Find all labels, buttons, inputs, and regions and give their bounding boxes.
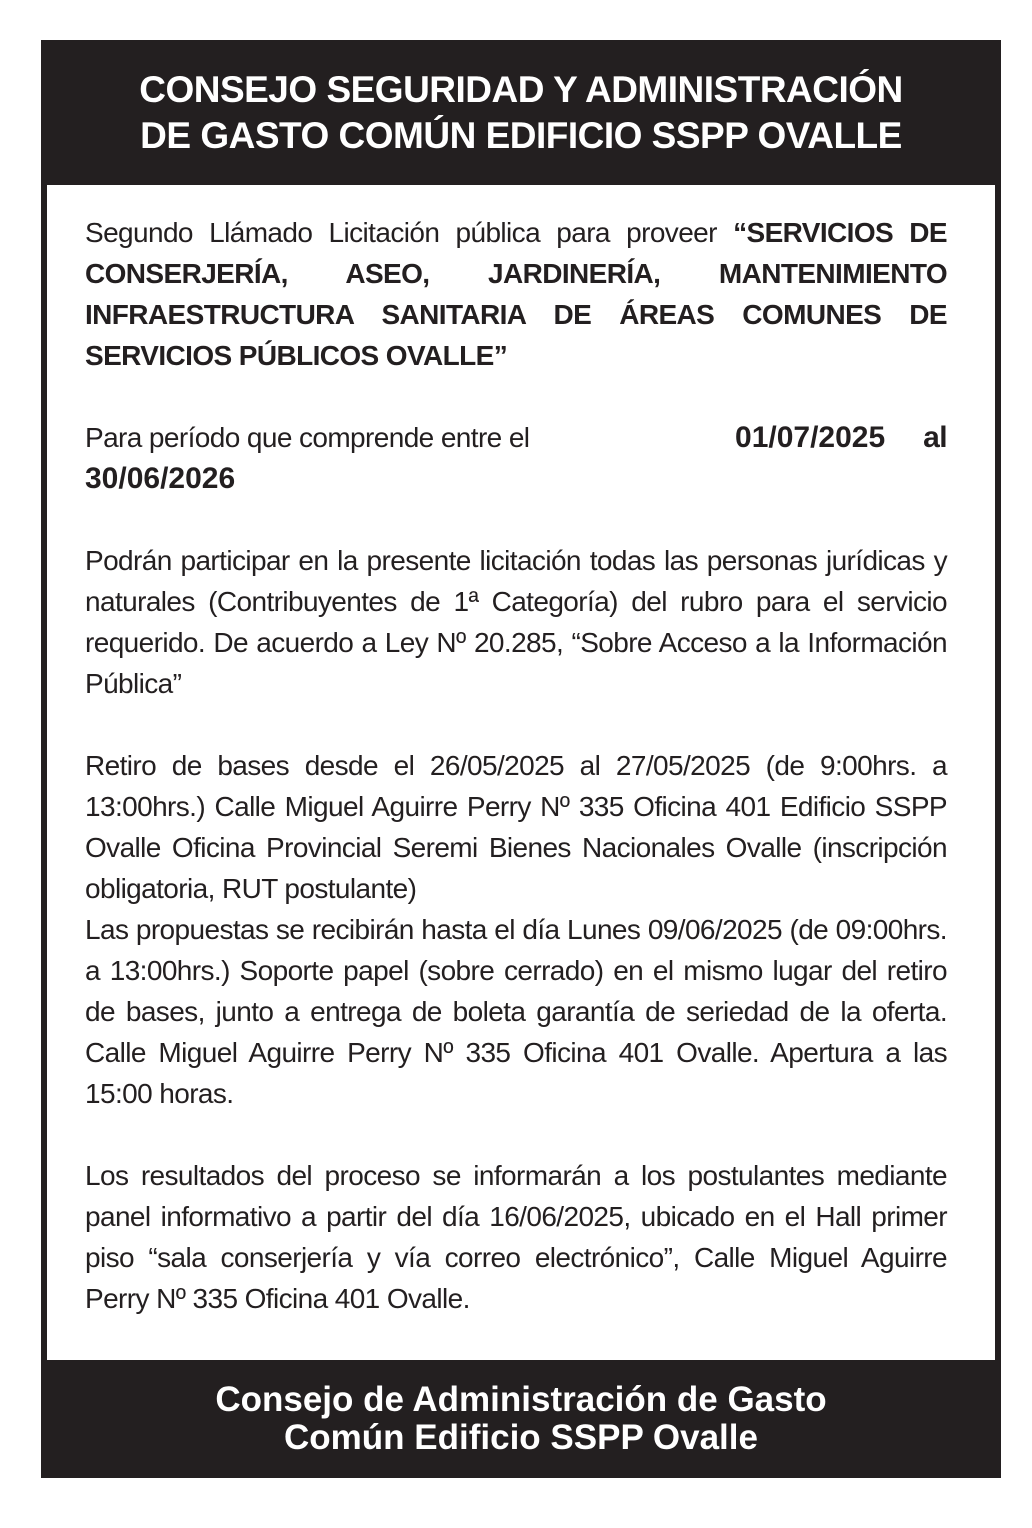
results-paragraph: Los resultados del proceso se informarán a los postulantes mediante panel informativo a partir del día 16/06/2025, ubicado en el Hall primer piso “sala conserjería y vía correo electrónico”, Calle Miguel Aguirre Perry Nº 335 Oficina 401 Ovalle. xyxy=(85,1160,947,1314)
tender-intro: Segundo Llámado Licitación pública para proveer xyxy=(85,217,717,248)
period-label: Para período que comprende entre el xyxy=(85,422,530,453)
spacer xyxy=(85,499,947,540)
footer-line-1: Consejo de Administración de Gasto xyxy=(215,1380,827,1419)
bases-paragraph: Retiro de bases desde el 26/05/2025 al 27/05/2025 (de 9:00hrs. a 13:00hrs.) Calle Miguel Aguirre Perry Nº 335 Oficina 401 Edificio SSPP Ovalle Oficina Provincial Seremi Bienes Nacionales Ovalle (inscripción obligatoria, RUT postulante) xyxy=(85,750,947,904)
footer-line-2: Común Edificio SSPP Ovalle xyxy=(284,1418,758,1457)
notice-content xyxy=(85,212,947,1319)
notice-footer xyxy=(41,1360,1001,1478)
notice-title-line-1: CONSEJO SEGURIDAD Y ADMINISTRACIÓN xyxy=(139,68,903,110)
spacer xyxy=(85,376,947,417)
period-start-date: 01/07/2025 xyxy=(735,421,886,454)
period-connector: al xyxy=(923,421,947,454)
period-end-date: 30/06/2026 xyxy=(85,462,236,495)
spacer xyxy=(85,1114,947,1155)
notice-body xyxy=(47,185,995,1360)
tender-paragraph xyxy=(85,212,947,376)
spacer xyxy=(85,704,947,745)
tender-service-name: “SERVICIOS DE CONSERJERÍA, ASEO, JARDINERÍA, MANTENIMIENTO INFRAESTRUCTURA SANITARIA DE ÁREAS COMUNES DE SERVICIOS PÚBLICOS OVALLE” xyxy=(85,217,948,371)
period-line xyxy=(85,417,947,458)
proposals-paragraph: Las propuestas se recibirán hasta el día Lunes 09/06/2025 (de 09:00hrs. a 13:00hrs.) Soporte papel (sobre cerrado) en el mismo lugar del retiro de bases, junto a entrega de boleta garantía de seriedad de la oferta. Calle Miguel Aguirre Perry Nº 335 Oficina 401 Ovalle. Apertura a las 15:00 horas. xyxy=(85,914,947,1109)
notice-title xyxy=(139,67,903,159)
public-notice xyxy=(41,40,1001,1478)
notice-title-line-2: DE GASTO COMÚN EDIFICIO SSPP OVALLE xyxy=(140,114,902,156)
notice-header xyxy=(41,40,1001,185)
participation-paragraph: Podrán participar en la presente licitación todas las personas jurídicas y naturales (Contribuyentes de 1ª Categoría) del rubro para el servicio requerido. De acuerdo a Ley Nº 20.285, “Sobre Acceso a la Información Pública” xyxy=(85,545,947,699)
footer-signature xyxy=(215,1381,826,1457)
